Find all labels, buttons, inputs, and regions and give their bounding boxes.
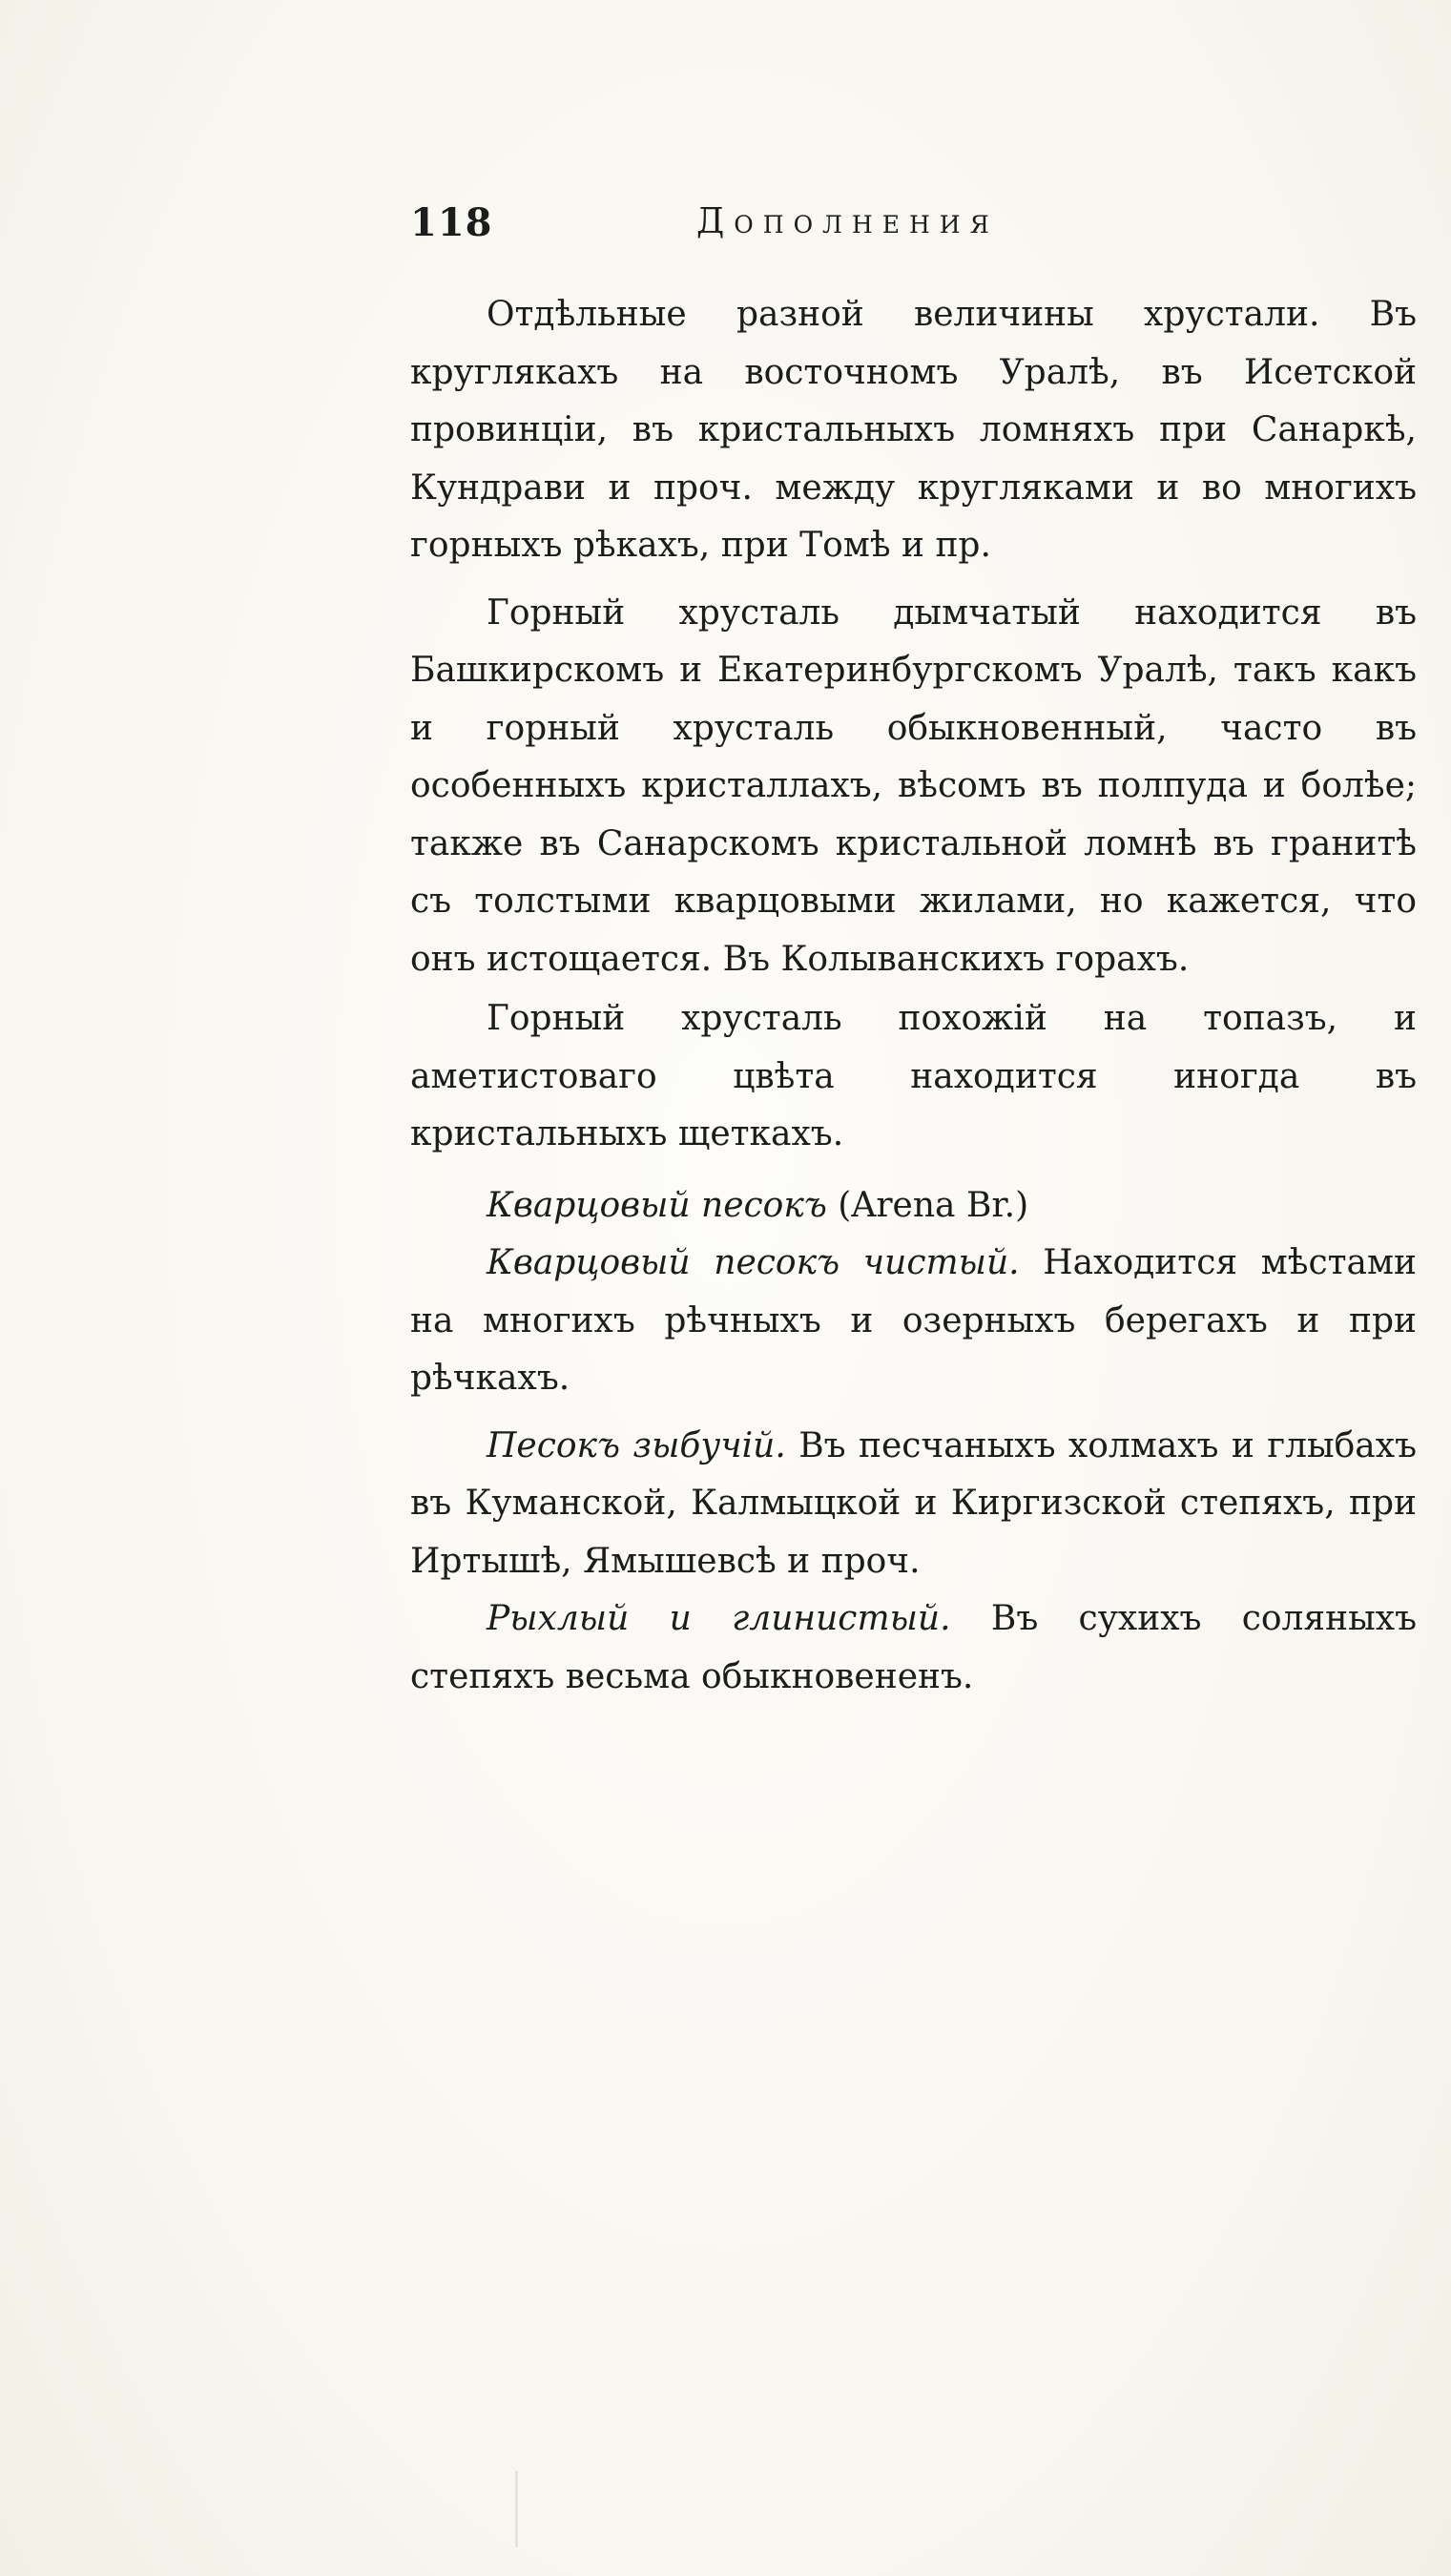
entry-text: Находится мѣстами на многихъ рѣчныхъ и озерныхъ берегахъ и при рѣчкахъ. bbox=[410, 1243, 1417, 1398]
paper-crease-mark bbox=[515, 2471, 518, 2547]
paragraph-text: Горный хрусталь дымчатый находится въ Башкирскомъ и Екатеринбургскомъ Уралѣ, такъ какъ и горный хрусталь обыкновенный, часто въ особенныхъ кристаллахъ, вѣсомъ въ полпуда и болѣе; также въ Санарскомъ кристальной ломнѣ въ гранитѣ съ толстыми кварцовыми жилами, но кажется, что онъ истощается. Въ Колыванскихъ горахъ. bbox=[410, 592, 1417, 979]
section-heading-quartz-sand bbox=[410, 1177, 1417, 1236]
entry-text: Въ сухихъ соляныхъ степяхъ весьма обыкновененъ. bbox=[410, 1599, 1417, 1696]
entry-term: Рыхлый и глинистый. bbox=[487, 1599, 951, 1638]
body-text bbox=[410, 286, 1417, 1706]
latin-name: (Arena Br.) bbox=[838, 1185, 1029, 1225]
page-number: 118 bbox=[410, 200, 493, 245]
entry-text: Въ песчаныхъ холмахъ и глыбахъ въ Куманской, Калмыцкой и Киргизской степяхъ, при Иртышѣ, Ямышевсѣ и проч. bbox=[410, 1425, 1417, 1581]
paragraph-text: Отдѣльные разной величины хрустали. Въ круглякахъ на восточномъ Уралѣ, въ Исетской провинціи, въ кристальныхъ ломняхъ при Санаркѣ, Кундрави и проч. между кругляками и во многихъ горныхъ рѣкахъ, при Томѣ и пр. bbox=[410, 295, 1417, 565]
page-header bbox=[410, 200, 1097, 258]
paragraph-smoky-quartz bbox=[410, 585, 1417, 989]
paragraph-text: Горный хрусталь похожій на топазъ, и аметистоваго цвѣта находится иногда въ кристальныхъ щеткахъ. bbox=[410, 999, 1417, 1153]
paragraph-crystals-separate bbox=[410, 286, 1417, 575]
paragraph-loose-clayey-sand bbox=[410, 1590, 1417, 1706]
paragraph-topaz-like-quartz bbox=[410, 990, 1417, 1164]
paragraph-quicksand bbox=[410, 1418, 1417, 1591]
section-heading: Кварцовый песокъ bbox=[487, 1185, 827, 1225]
paragraph-pure-quartz-sand bbox=[410, 1235, 1417, 1408]
running-title: Дополнения bbox=[696, 202, 999, 241]
entry-term: Кварцовый песокъ чистый. bbox=[487, 1243, 1020, 1282]
entry-term: Песокъ зыбучій. bbox=[487, 1425, 786, 1465]
